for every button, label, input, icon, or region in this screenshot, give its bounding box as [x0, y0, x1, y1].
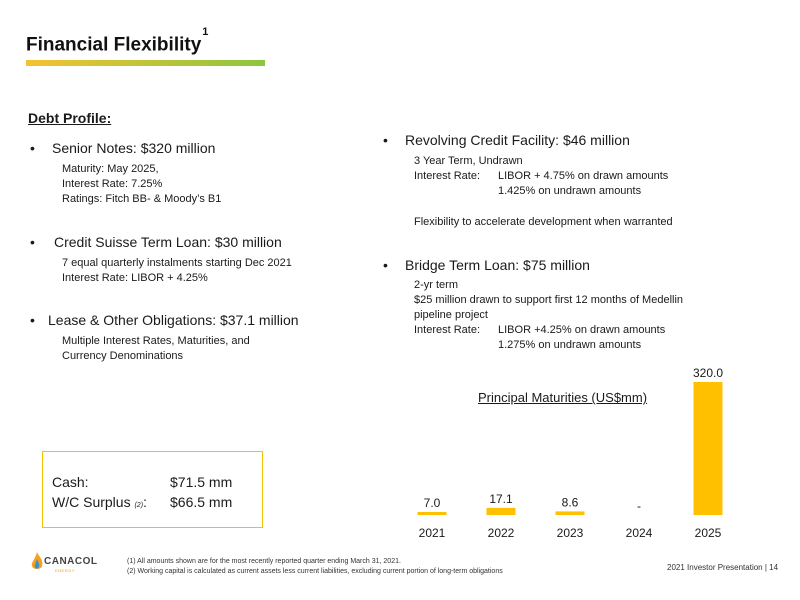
revolver-rate-undrawn: 1.425% on undrawn amounts — [498, 185, 642, 197]
tick-label-2023: 2023 — [556, 526, 584, 540]
revolver-rate-label: Interest Rate: — [414, 170, 481, 182]
tick-label-2025: 2025 — [694, 526, 722, 540]
revolver-bullet — [383, 132, 630, 148]
tick-label-2022: 2022 — [487, 526, 515, 540]
company-logo-subtext: ENERGY — [55, 568, 75, 573]
chart-title: Principal Maturities (US$mm) — [478, 390, 648, 405]
footnote-2: (2) Working capital is calculated as current assets less current liabilities, excluding current portion of long-term obligations — [127, 568, 503, 575]
value-label-2023: 8.6 — [561, 495, 579, 510]
footnote-1: (1) All amounts shown are for the most recently reported quarter ending March 31, 2021. — [127, 558, 401, 565]
wc-value: $66.5 mm — [170, 494, 233, 510]
senior-notes-maturity: Maturity: May 2025, — [62, 163, 159, 175]
bridge-label: Bridge Term Loan: $75 million — [405, 257, 590, 273]
wc-footnote-marker: (2) — [134, 502, 144, 509]
senior-notes-label: Senior Notes: $320 million — [52, 140, 216, 156]
bar-2023 — [556, 511, 585, 515]
debt-profile-heading: Debt Profile: — [28, 110, 112, 126]
bridge-term: 2-yr term — [414, 279, 458, 291]
revolver-label: Revolving Credit Facility: $46 million — [405, 132, 630, 148]
credit-suisse-label: Credit Suisse Term Loan: $30 million — [54, 234, 282, 250]
credit-suisse-rate: Interest Rate: LIBOR + 4.25% — [62, 272, 208, 284]
bridge-details — [414, 278, 683, 353]
credit-suisse-details — [62, 256, 292, 286]
cash-value: $71.5 mm — [170, 474, 233, 490]
revolver-term: 3 Year Term, Undrawn — [414, 155, 523, 167]
bullet-icon: • — [30, 234, 35, 250]
value-label-2025: 320.0 — [692, 366, 724, 380]
value-label-2024: - — [637, 499, 641, 513]
bar-2025 — [694, 382, 723, 515]
bridge-purpose-line-1: $25 million drawn to support first 12 months of Medellin — [414, 294, 684, 306]
revolver-note: Flexibility to accelerate development when warranted — [414, 216, 673, 228]
wc-label: W/C Surplus — [52, 494, 131, 510]
flame-logo-icon — [30, 552, 44, 572]
value-label-2022: 17.1 — [489, 491, 513, 506]
page-title: Financial Flexibility$^1$ — [26, 26, 209, 56]
value-label-2021: 7.0 — [423, 496, 441, 510]
wc-row: W/C Surplus (2): — [52, 494, 147, 510]
bullet-icon: • — [383, 257, 388, 273]
lease-label: Lease & Other Obligations: $37.1 million — [48, 312, 299, 328]
company-logo-text: CANACOL — [44, 556, 98, 567]
bullet-icon: • — [30, 140, 35, 156]
bridge-rate-row — [414, 323, 683, 338]
bar-2022 — [487, 508, 516, 515]
cash-row — [52, 474, 89, 490]
bridge-rate-drawn: LIBOR +4.25% on drawn amounts — [498, 324, 666, 336]
title-footnote-marker: 1 — [202, 26, 209, 38]
bar-2021 — [418, 512, 447, 515]
lease-detail-line-1: Multiple Interest Rates, Maturities, and — [62, 335, 250, 347]
lease-detail-line-2: Currency Denominations — [62, 350, 184, 362]
revolver-rate-row — [414, 169, 673, 184]
senior-notes-details — [62, 162, 221, 207]
bridge-purpose-line-2: pipeline project — [414, 309, 488, 321]
senior-notes-ratings: Ratings: Fitch BB- & Moody’s B1 — [62, 193, 222, 205]
senior-notes-bullet — [30, 140, 215, 156]
cash-label: Cash: — [52, 474, 89, 490]
senior-notes-rate: Interest Rate: 7.25% — [62, 178, 163, 190]
lease-bullet — [30, 312, 299, 328]
bullet-icon: • — [383, 132, 388, 148]
page-label: 2021 Investor Presentation | 14 — [667, 563, 779, 572]
title-underline-bar — [26, 60, 265, 66]
bridge-rate-label: Interest Rate: — [414, 324, 481, 336]
credit-suisse-bullet — [30, 234, 282, 250]
bridge-rate-undrawn: 1.275% on undrawn amounts — [498, 339, 642, 351]
principal-maturities-chart — [400, 360, 760, 545]
credit-suisse-instalments: 7 equal quarterly instalments starting Dec 2021 — [62, 257, 292, 269]
revolver-details — [414, 154, 673, 230]
bullet-icon: • — [30, 312, 35, 328]
revolver-rate-drawn: LIBOR + 4.75% on drawn amounts — [498, 170, 669, 182]
tick-label-2024: 2024 — [625, 526, 653, 540]
bridge-bullet — [383, 257, 590, 273]
tick-label-2021: 2021 — [418, 526, 446, 540]
lease-details — [62, 334, 250, 364]
